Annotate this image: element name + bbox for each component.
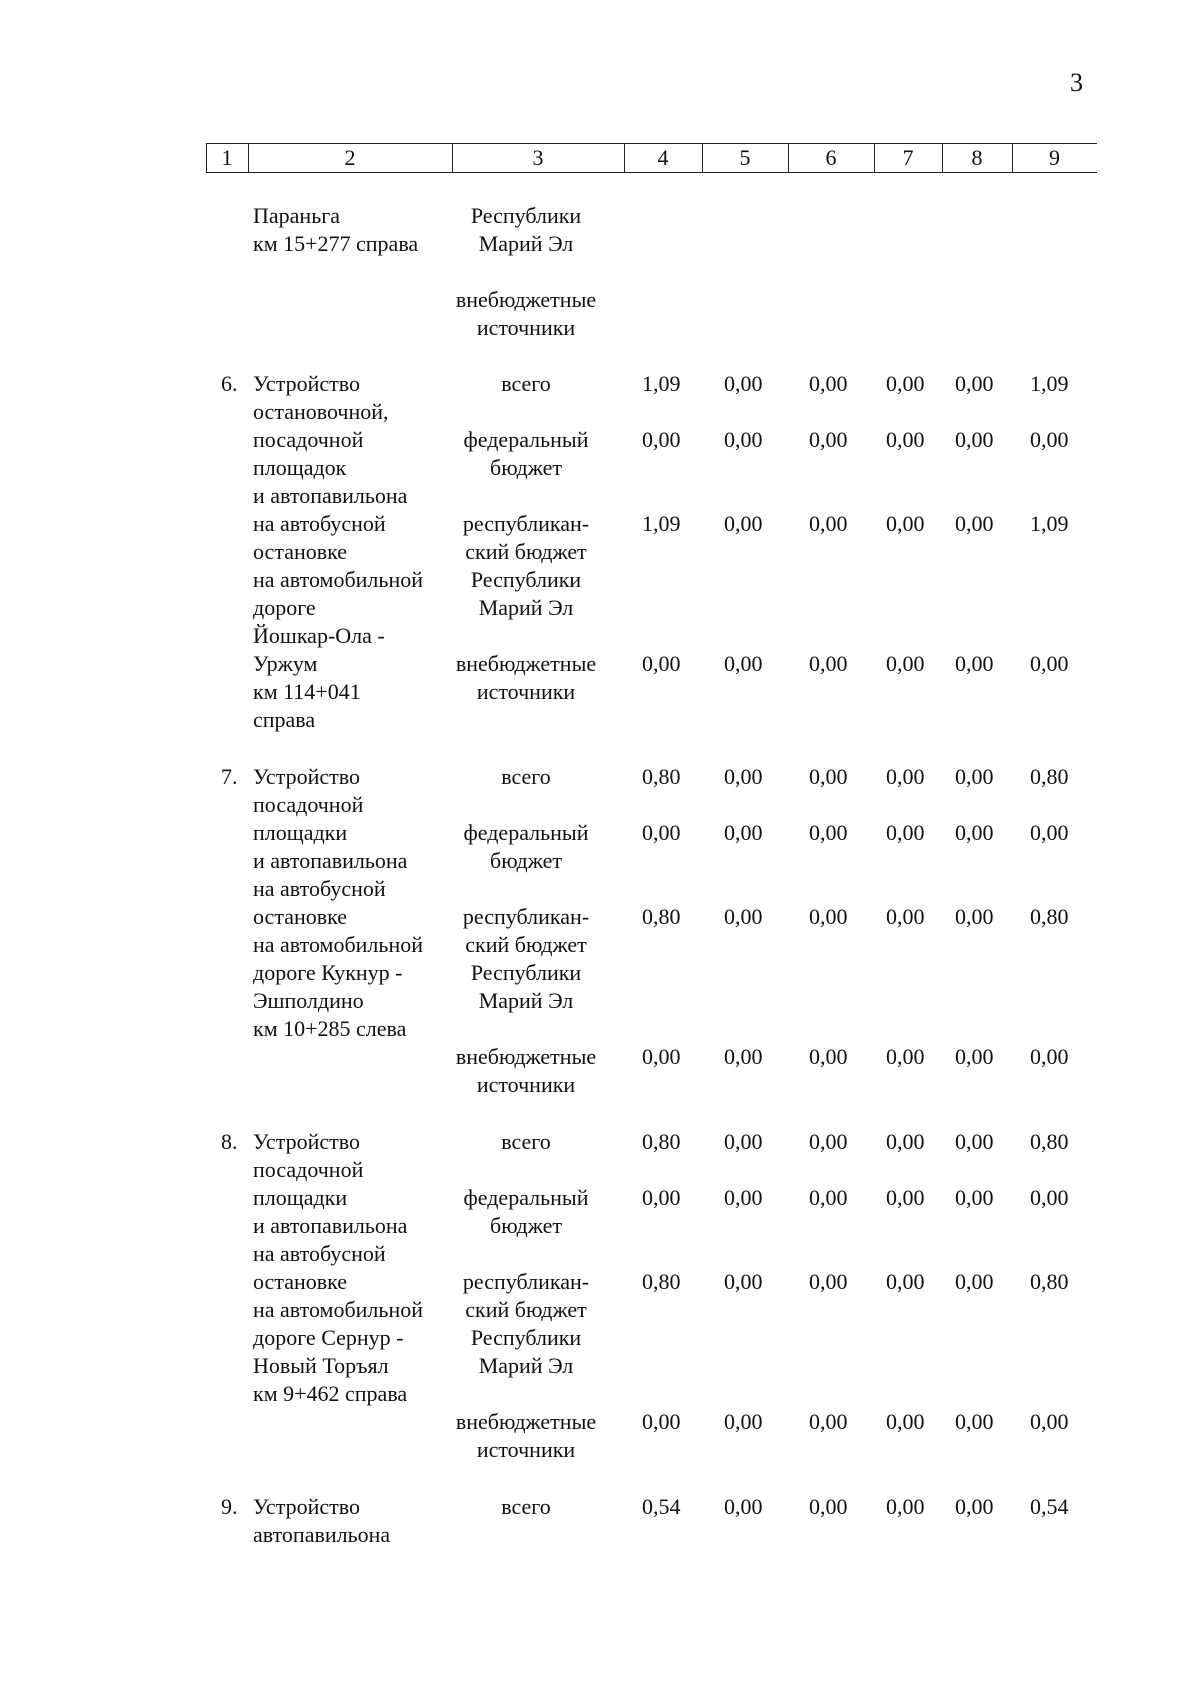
value-col-4: 0,80 [642,1129,681,1154]
value-col-6: 0,00 [809,371,848,396]
value-col-4: 0,80 [642,764,681,789]
value-col-7: 0,00 [886,820,925,845]
header-col-1: 1 [221,145,233,170]
value-col-8: 0,00 [955,1044,994,1069]
funding-source [446,426,606,482]
item-name [253,763,453,1043]
item-name-line: остановке [253,1269,348,1294]
funding-source-line: Республики [470,1325,582,1350]
funding-source-line: ский бюджет [465,539,587,564]
funding-source-line: источники [476,679,576,704]
item-number: 6. [221,371,238,396]
item-name-line: и автопавильона [253,483,408,508]
value-col-5: 0,00 [724,427,763,452]
value-col-6: 0,00 [809,1269,848,1294]
value-col-9: 0,80 [1030,1129,1069,1154]
item-name-line: Уржум [253,651,318,676]
value-col-7: 0,00 [886,904,925,929]
funding-source [446,510,606,622]
value-col-6: 0,00 [809,1409,848,1434]
item-name-line: на автомобильной [253,932,423,957]
value-col-7: 0,00 [886,1409,925,1434]
header-col-2: 2 [344,145,356,170]
funding-source-line: бюджет [490,455,562,480]
funding-source-line: федеральный [463,820,589,845]
funding-source-line: Марий Эл [478,988,574,1013]
funding-source [446,1043,606,1099]
item-name-line: Эшполдино [253,988,364,1013]
funding-source-line: Республики [470,203,582,228]
value-col-6: 0,00 [809,1129,848,1154]
funding-source-line: федеральный [463,1185,589,1210]
item-number: 9. [221,1494,238,1519]
funding-source [446,650,606,706]
value-col-4: 0,80 [642,904,681,929]
value-col-5: 0,00 [724,1044,763,1069]
funding-source [446,1128,606,1156]
value-col-9: 0,00 [1030,1409,1069,1434]
funding-source [446,370,606,398]
item-name-line: на автобусной [253,1241,386,1266]
item-name-line: и автопавильона [253,1213,408,1238]
funding-source-line: республикан- [462,511,590,536]
item-name-line: км 114+041 [253,679,361,704]
item-name-line: на автобусной [253,876,386,901]
funding-source-line: Республики [470,960,582,985]
funding-source-line: источники [476,1437,576,1462]
item-name-line: площадок [253,455,347,480]
value-col-7: 0,00 [886,1185,925,1210]
table-header [206,143,1097,173]
header-col-8: 8 [971,145,983,170]
value-col-6: 0,00 [809,820,848,845]
funding-source [446,1493,606,1521]
funding-source-line: ский бюджет [465,1297,587,1322]
value-col-8: 0,00 [955,651,994,676]
value-col-9: 1,09 [1030,371,1069,396]
header-col-3: 3 [532,145,544,170]
value-col-6: 0,00 [809,764,848,789]
funding-source [446,286,606,342]
value-col-8: 0,00 [955,427,994,452]
item-name-line: остановке [253,904,348,929]
value-col-4: 1,09 [642,371,681,396]
item-number: 7. [221,764,238,789]
funding-source-line: Республики [470,567,582,592]
value-col-4: 0,00 [642,1044,681,1069]
funding-source-line: всего [501,1494,551,1519]
item-name-line: км 15+277 справа [253,231,419,256]
value-col-5: 0,00 [724,1185,763,1210]
header-col-4: 4 [657,145,669,170]
item-name-line: Новый Торъял [253,1353,389,1378]
funding-source-line: Марий Эл [478,231,574,256]
item-name [253,370,453,734]
item-name-line: Параньга [253,203,341,228]
funding-source-line: внебюджетные [455,1409,597,1434]
item-name-line: дороге [253,595,316,620]
value-col-7: 0,00 [886,371,925,396]
value-col-4: 0,54 [642,1494,681,1519]
value-col-8: 0,00 [955,904,994,929]
value-col-8: 0,00 [955,511,994,536]
header-col-5: 5 [739,145,751,170]
value-col-5: 0,00 [724,764,763,789]
value-col-7: 0,00 [886,511,925,536]
value-col-4: 0,00 [642,1185,681,1210]
header-col-9: 9 [1049,145,1060,170]
funding-source [446,819,606,875]
value-col-9: 0,00 [1030,651,1069,676]
value-col-6: 0,00 [809,1494,848,1519]
value-col-8: 0,00 [955,764,994,789]
item-name-line: Устройство [253,1129,360,1154]
funding-source-line: всего [501,371,551,396]
funding-source-line: внебюджетные [455,287,597,312]
value-col-8: 0,00 [955,1269,994,1294]
value-col-7: 0,00 [886,764,925,789]
value-col-5: 0,00 [724,1129,763,1154]
item-name [253,1493,453,1549]
value-col-9: 1,09 [1030,511,1069,536]
value-col-4: 0,00 [642,651,681,676]
value-col-9: 0,00 [1030,820,1069,845]
item-name-line: дороге Кукнур - [253,960,403,985]
item-name-line: остановочной, [253,399,389,424]
funding-source-line: источники [476,315,576,340]
funding-source [446,1184,606,1240]
funding-source [446,1268,606,1380]
value-col-8: 0,00 [955,1129,994,1154]
value-col-4: 0,00 [642,427,681,452]
item-name-line: посадочной [253,792,364,817]
value-col-9: 0,54 [1030,1494,1069,1519]
value-col-9: 0,80 [1030,764,1069,789]
page-number: 3 [1070,68,1083,97]
value-col-5: 0,00 [724,651,763,676]
funding-source [446,202,606,258]
funding-source-line: источники [476,1072,576,1097]
funding-source-line: всего [501,764,551,789]
funding-source-line: внебюджетные [455,651,597,676]
item-name-line: на автомобильной [253,1297,423,1322]
funding-source [446,1408,606,1464]
value-col-8: 0,00 [955,1494,994,1519]
value-col-5: 0,00 [724,511,763,536]
item-name-line: на автомобильной [253,567,423,592]
item-name-line: справа [253,707,316,732]
item-name-line: км 9+462 справа [253,1381,408,1406]
value-col-5: 0,00 [724,1269,763,1294]
funding-source-line: внебюджетные [455,1044,597,1069]
value-col-4: 0,00 [642,820,681,845]
funding-source-line: бюджет [490,848,562,873]
value-col-6: 0,00 [809,1044,848,1069]
value-col-8: 0,00 [955,371,994,396]
value-col-7: 0,00 [886,1494,925,1519]
value-col-9: 0,00 [1030,427,1069,452]
funding-source-line: федеральный [463,427,589,452]
value-col-6: 0,00 [809,511,848,536]
item-name-line: и автопавильона [253,848,408,873]
item-name-line: Устройство [253,371,360,396]
value-col-6: 0,00 [809,904,848,929]
value-col-8: 0,00 [955,1185,994,1210]
value-col-7: 0,00 [886,651,925,676]
item-name [253,202,453,258]
value-col-4: 0,80 [642,1269,681,1294]
value-col-6: 0,00 [809,651,848,676]
header-col-6: 6 [825,145,837,170]
item-name-line: км 10+285 слева [253,1016,407,1041]
item-name-line: на автобусной [253,511,386,536]
value-col-6: 0,00 [809,1185,848,1210]
item-number: 8. [221,1129,238,1154]
funding-source-line: ский бюджет [465,932,587,957]
value-col-5: 0,00 [724,1409,763,1434]
item-name-line: площадки [253,820,348,845]
item-name-line: площадки [253,1185,348,1210]
item-name-line: Йошкар-Ола - [253,623,385,648]
funding-source [446,903,606,1015]
funding-source [446,763,606,791]
value-col-7: 0,00 [886,1044,925,1069]
value-col-9: 0,80 [1030,904,1069,929]
value-col-4: 1,09 [642,511,681,536]
funding-source-line: республикан- [462,1269,590,1294]
funding-source-line: бюджет [490,1213,562,1238]
item-name-line: остановке [253,539,348,564]
funding-source-line: республикан- [462,904,590,929]
item-name-line: дороге Сернур - [253,1325,404,1350]
item-name [253,1128,453,1408]
value-col-5: 0,00 [724,904,763,929]
item-name-line: посадочной [253,1157,364,1182]
value-col-8: 0,00 [955,1409,994,1434]
value-col-9: 0,00 [1030,1185,1069,1210]
item-name-line: посадочной [253,427,364,452]
value-col-5: 0,00 [724,371,763,396]
item-name-line: Устройство [253,1494,360,1519]
value-col-9: 0,00 [1030,1044,1069,1069]
value-col-9: 0,80 [1030,1269,1069,1294]
item-name-line: Устройство [253,764,360,789]
item-name-line: автопавильона [253,1522,391,1547]
value-col-7: 0,00 [886,1269,925,1294]
value-col-6: 0,00 [809,427,848,452]
header-col-7: 7 [902,145,914,170]
funding-source-line: Марий Эл [478,595,574,620]
funding-source-line: Марий Эл [478,1353,574,1378]
funding-source-line: всего [501,1129,551,1154]
value-col-8: 0,00 [955,820,994,845]
value-col-7: 0,00 [886,427,925,452]
value-col-4: 0,00 [642,1409,681,1434]
value-col-5: 0,00 [724,1494,763,1519]
value-col-7: 0,00 [886,1129,925,1154]
value-col-5: 0,00 [724,820,763,845]
